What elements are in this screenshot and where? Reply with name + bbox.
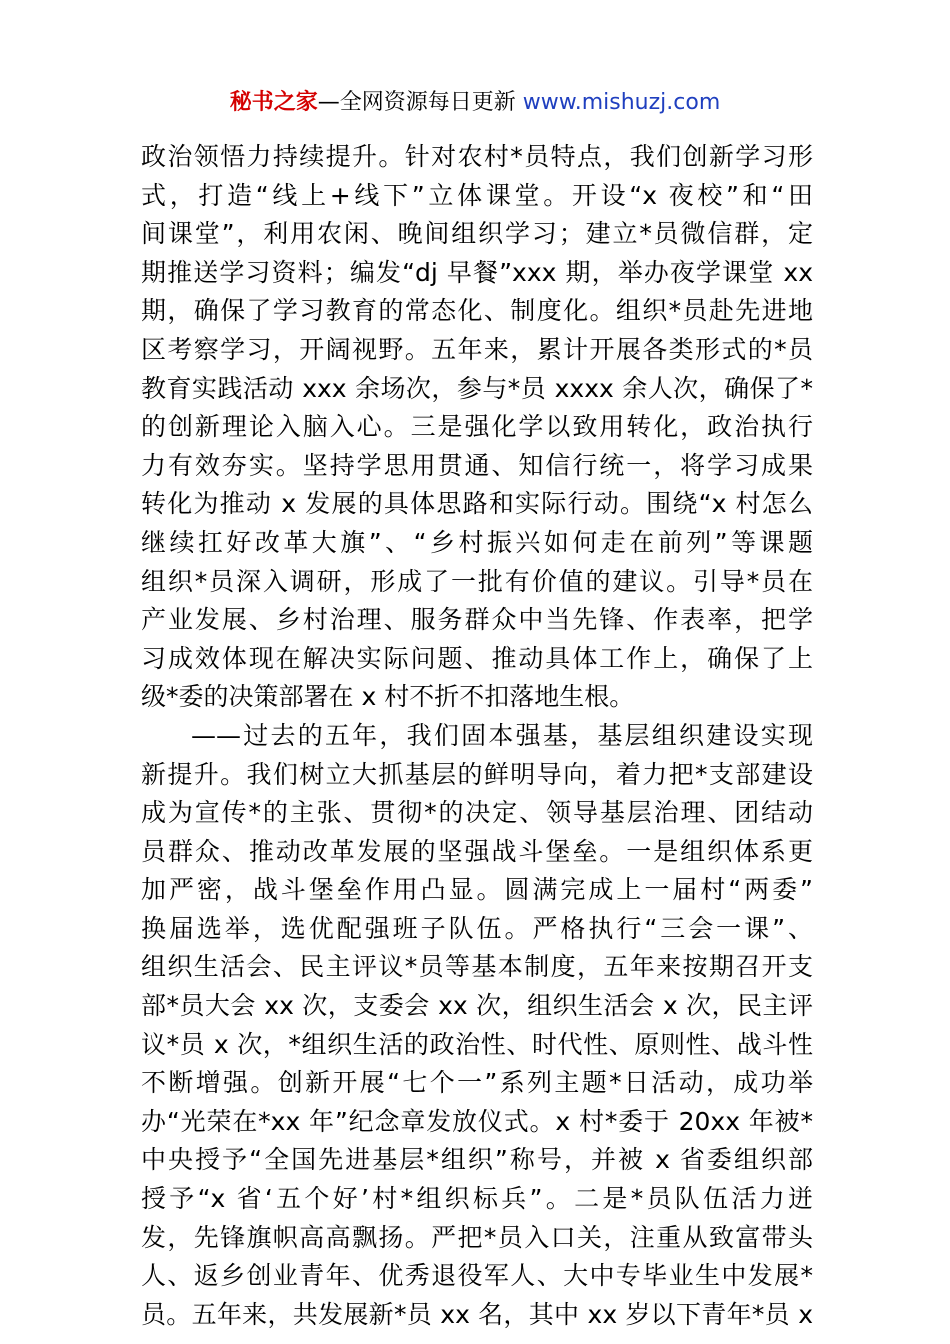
text-line: 组织生活会、民主评议*员等基本制度，五年来按期召开支	[141, 952, 813, 982]
text-line: 新提升。我们树立大抓基层的鲜明导向，着力把*支部建设	[141, 759, 813, 789]
text-line: ——过去的五年，我们固本强基，基层组织建设实现	[191, 720, 813, 750]
text-line: 部*员大会 xx 次，支委会 xx 次，组织生活会 x 次，民主评	[141, 991, 813, 1021]
text-line: 间课堂”，利用农闲、晚间组织学习；建立*员微信群，定	[141, 219, 813, 249]
text-line: 发，先锋旗帜高高飘扬。严把*员入口关，注重从致富带头	[141, 1222, 813, 1252]
text-line: 不断增强。创新开展“七个一”系列主题*日活动，成功举	[141, 1068, 813, 1098]
text-line: 区考察学习，开阔视野。五年来，累计开展各类形式的*员	[141, 334, 813, 364]
text-line: 期，确保了学习教育的常态化、制度化。组织*员赴先进地	[141, 296, 813, 326]
text-line: 员。五年来，共发展新*员 xx 名，其中 xx 岁以下青年*员 x	[141, 1299, 813, 1329]
text-line: 转化为推动 x 发展的具体思路和实际行动。围绕“x 村怎么	[141, 489, 813, 519]
text-line: 换届选举，选优配强班子队伍。严格执行“三会一课”、	[141, 913, 813, 943]
text-line: 人、返乡创业青年、优秀退役军人、大中专毕业生中发展*	[141, 1261, 813, 1291]
text-line: 加严密，战斗堡垒作用凸显。圆满完成上一届村“两委”	[141, 875, 813, 905]
text-line: 教育实践活动 xxx 余场次，参与*员 xxxx 余人次，确保了*	[141, 373, 813, 403]
text-line: 继续扛好改革大旗”、“乡村振兴如何走在前列”等课题	[141, 527, 813, 557]
text-line: 力有效夯实。坚持学思用贯通、知信行统一，将学习成果	[141, 450, 813, 480]
text-line: 习成效体现在解决实际问题、推动具体工作上，确保了上	[141, 643, 813, 673]
text-line: 授予“x 省‘五个好’村*组织标兵”。二是*员队伍活力迸	[141, 1184, 813, 1214]
text-line: 的创新理论入脑入心。三是强化学以致用转化，政治执行	[141, 412, 813, 442]
document-body	[141, 138, 813, 1334]
site-url[interactable]: www.mishuzj.com	[522, 90, 721, 115]
text-line: 成为宣传*的主张、贯彻*的决定、领导基层治理、团结动	[141, 798, 813, 828]
text-line: 议*员 x 次，*组织生活的政治性、时代性、原则性、战斗性	[141, 1029, 813, 1059]
text-line: 办“光荣在*xx 年”纪念章发放仪式。x 村*委于 20xx 年被*	[141, 1106, 813, 1136]
text-line: 期推送学习资料；编发“dj 早餐”xxx 期，举办夜学课堂 xx	[141, 257, 813, 287]
text-line: 员群众、推动改革发展的坚强战斗堡垒。一是组织体系更	[141, 836, 813, 866]
site-tagline: —全网资源每日更新	[317, 90, 523, 115]
text-line: 组织*员深入调研，形成了一批有价值的建议。引导*员在	[141, 566, 813, 596]
text-line: 政治领悟力持续提升。针对农村*员特点，我们创新学习形	[141, 142, 813, 171]
text-line: 级*委的决策部署在 x 村不折不扣落地生根。	[141, 682, 635, 712]
text-line: 式，打造“线上+线下”立体课堂。开设“x 夜校”和“田	[141, 180, 813, 210]
site-header	[0, 88, 950, 118]
text-line: 产业发展、乡村治理、服务群众中当先锋、作表率，把学	[141, 605, 813, 635]
site-brand: 秘书之家	[229, 90, 318, 115]
text-line: 中央授予“全国先进基层*组织”称号，并被 x 省委组织部	[141, 1145, 813, 1175]
